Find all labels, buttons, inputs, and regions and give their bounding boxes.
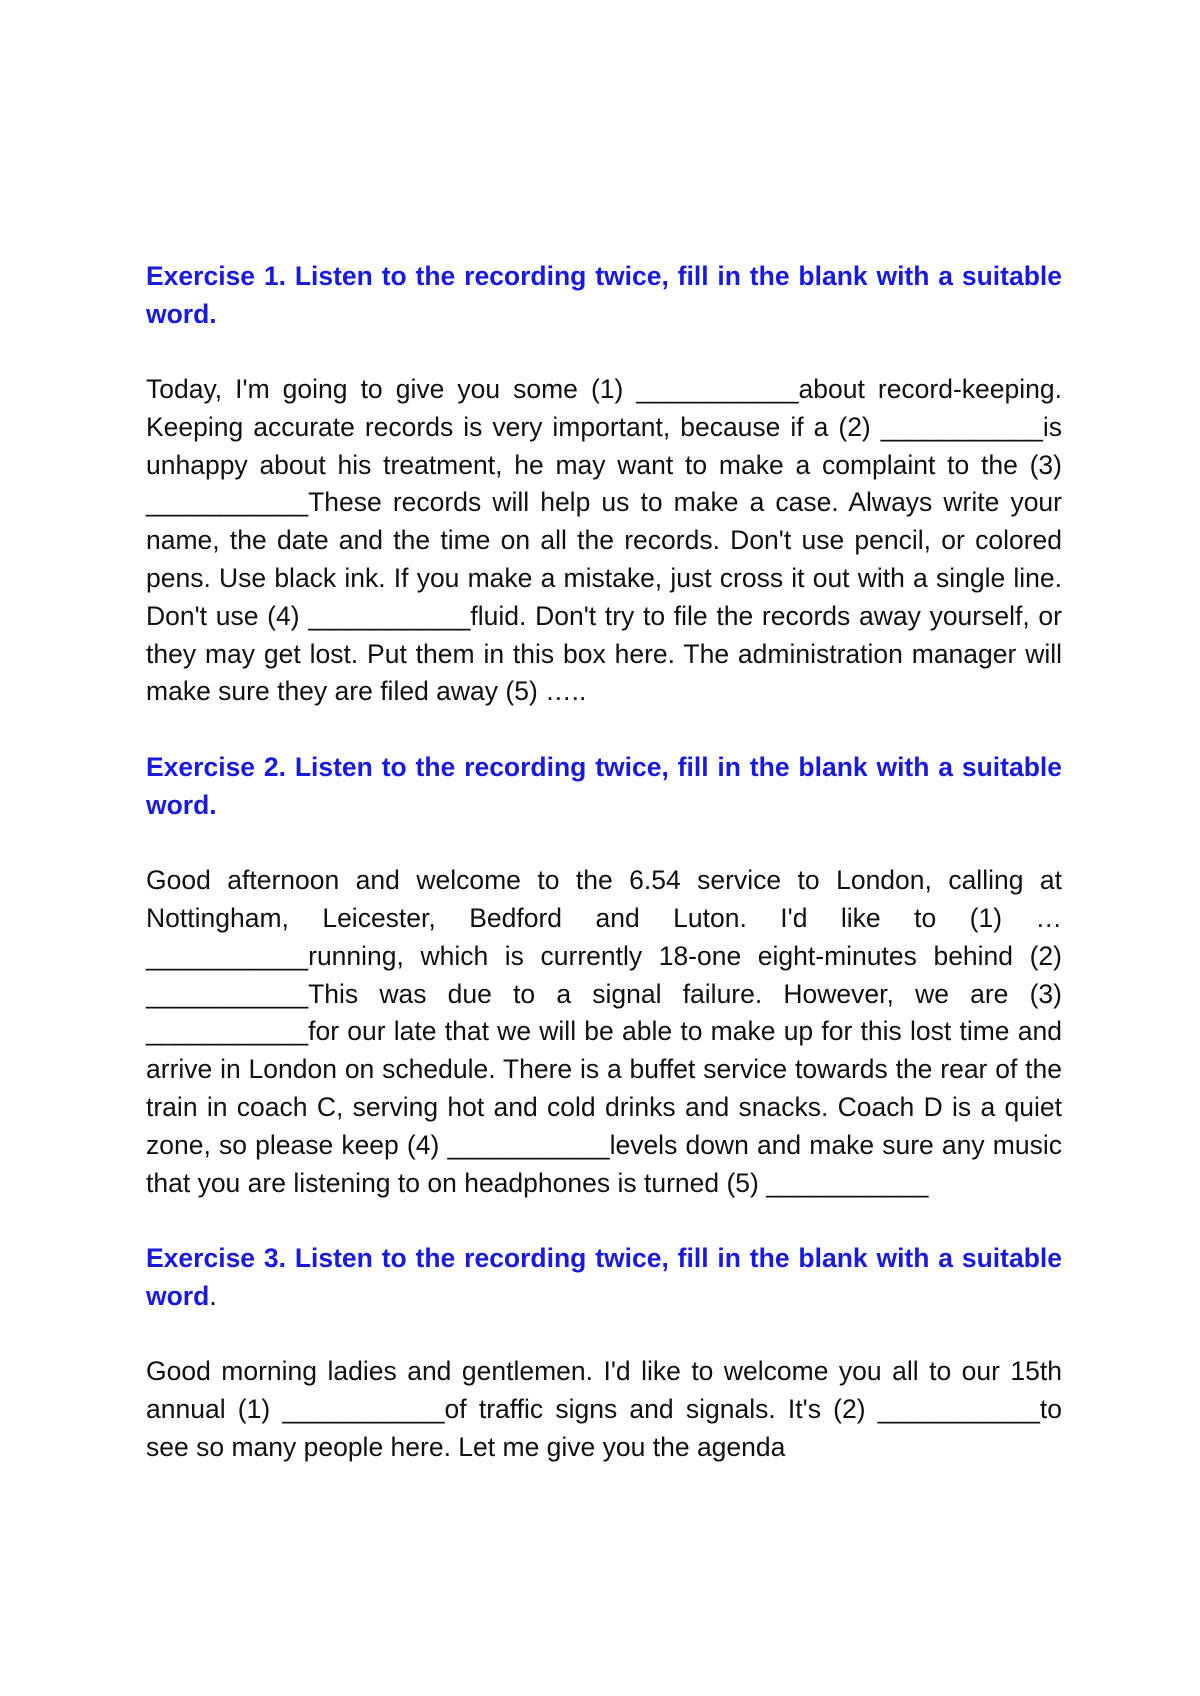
exercise-3-heading-period: .: [209, 1280, 217, 1311]
exercise-3: [146, 1240, 1062, 1466]
exercise-2-heading: Exercise 2. Listen to the recording twice, fill in the blank with a suitable word.: [146, 752, 1062, 820]
exercise-2: [146, 749, 1062, 1202]
exercise-3-text: Good morning ladies and gentlemen. I'd like to welcome you all to our 15th annual (1) ___________of traffic signs and signals. It's (2) ___________to see so many people here. Let me give you the agenda: [146, 1356, 1062, 1462]
exercise-1-heading: Exercise 1. Listen to the recording twice, fill in the blank with a suitable word.: [146, 261, 1062, 329]
exercise-2-text: Good afternoon and welcome to the 6.54 service to London, calling at Nottingham, Leicester, Bedford and Luton. I'd like to (1) …___________running, which is currently 18-one eight-minutes behind (2) ___________This was due to a signal failure. However, we are (3) ___________for our late that we will be able to make up for this lost time and arrive in London on schedule. There is a buffet service towards the rear of the train in coach C, serving hot and cold drinks and snacks. Coach D is a quiet zone, so please keep (4) ___________levels down and make sure any music that you are listening to on headphones is turned (5) ___________: [146, 865, 1062, 1198]
exercise-1-text: Today, I'm going to give you some (1) ___________about record-keeping. Keeping accurate records is very important, because if a (2) ___________is unhappy about his treatment, he may want to make a complaint to the (3) ___________These records will help us to make a case. Always write your name, the date and the time on all the records. Don't use pencil, or colored pens. Use black ink. If you make a mistake, just cross it out with a single line. Don't use (4) ___________fluid. Don't try to file the records away yourself, or they may get lost. Put them in this box here. The administration manager will make sure they are filed away (5) …..: [146, 374, 1062, 707]
exercise-3-heading-text: Exercise 3. Listen to the recording twice, fill in the blank with a suitable word: [146, 1243, 1062, 1311]
exercise-1: [146, 258, 1062, 711]
document-page: [146, 258, 1062, 1467]
exercise-3-heading: [146, 1240, 1062, 1315]
